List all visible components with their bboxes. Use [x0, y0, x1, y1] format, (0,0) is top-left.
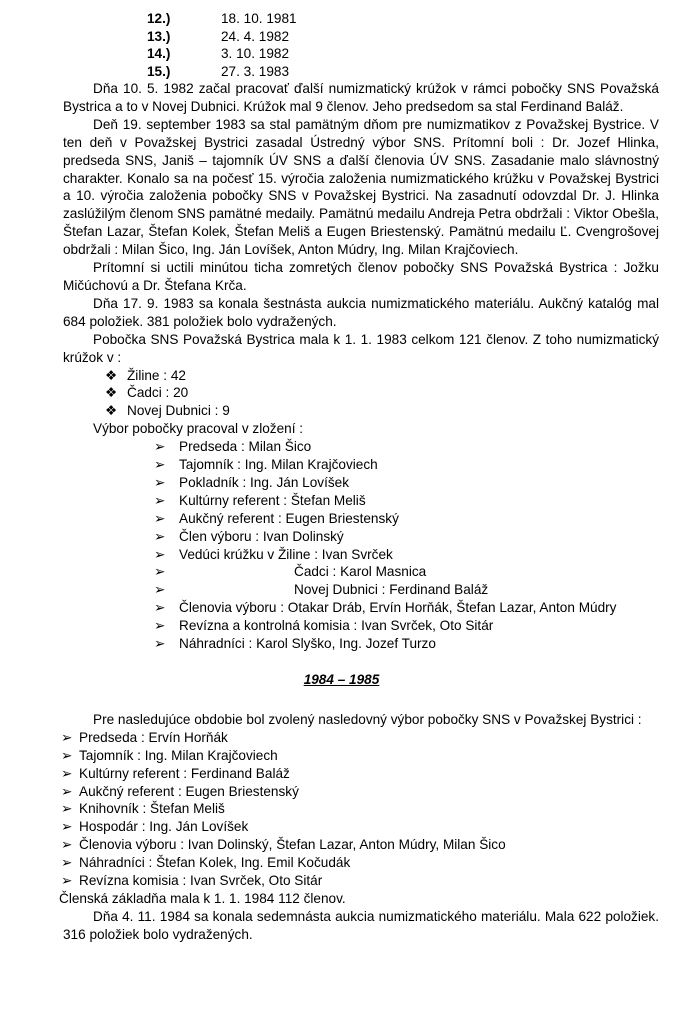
list-item-text: Členovia výboru : Ivan Dolinský, Štefan Lazar, Anton Múdry, Milan Šico [79, 837, 506, 853]
list-item [154, 617, 659, 635]
list-item-text: Členovia výboru : Otakar Dráb, Ervín Horňák, Štefan Lazar, Anton Múdry [179, 600, 617, 616]
list-item-text: Aukčný referent : Eugen Briestenský [79, 783, 299, 799]
arrow-bullet-icon: ➢ [154, 600, 166, 616]
list-item [154, 510, 659, 528]
list-item [154, 581, 659, 599]
arrow-bullet-icon: ➢ [154, 636, 166, 652]
list-item [61, 872, 683, 890]
paragraph: Dňa 17. 9. 1983 sa konala šestnásta aukcia numizmatického materiálu. Aukčný katalóg mal 684 položiek. 381 položiek bolo vydražených. [63, 295, 659, 329]
list-item [105, 384, 683, 402]
paragraph: Výbor pobočky pracoval v zložení : [93, 421, 304, 437]
diamond-bullet-icon: ❖ [105, 403, 118, 419]
list-item [61, 854, 683, 872]
section-heading: 1984 – 1985 [303, 672, 380, 687]
date-value: 24. 4. 1982 [221, 28, 290, 44]
list-item-text: Kultúrny referent : Štefan Meliš [179, 492, 366, 508]
list-item [154, 599, 659, 617]
arrow-bullet-icon: ➢ [154, 546, 166, 562]
date-value: 3. 10. 1982 [221, 46, 290, 61]
list-item-text: Náhradníci : Karol Slyško, Ing. Jozef Turzo [179, 636, 436, 652]
list-item-text: Tajomník : Ing. Milan Krajčoviech [179, 457, 378, 473]
arrow-bullet-icon: ➢ [154, 528, 166, 544]
list-item-text: Pokladník : Ing. Ján Lovíšek [179, 474, 350, 490]
list-item-text: Knihovník : Štefan Meliš [79, 801, 225, 817]
arrow-bullet-icon: ➢ [61, 801, 73, 817]
paragraph: Pre nasledujúce obdobie bol zvolený nasledovný výbor pobočky SNS v Považskej Bystrici : [93, 711, 642, 727]
arrow-bullet-icon: ➢ [154, 439, 166, 455]
arrow-bullet-icon: ➢ [154, 582, 166, 598]
text-block-1984 [63, 711, 659, 729]
list-item-text: Revízna a kontrolná komisia : Ivan Svrček, Oto Sitár [179, 618, 494, 634]
list-item [154, 528, 659, 546]
arrow-bullet-icon: ➢ [154, 457, 166, 473]
list-item [154, 635, 659, 653]
date-row [147, 28, 683, 46]
date-number: 14.) [147, 46, 171, 61]
list-item [154, 474, 659, 492]
list-item [61, 836, 683, 854]
paragraph: Členská základňa mala k 1. 1. 1984 112 členov. [59, 890, 346, 906]
list-item [105, 402, 683, 420]
list-item-text: Revízna komisia : Ivan Svrček, Oto Sitár [79, 873, 323, 889]
list-item [61, 783, 683, 801]
arrow-bullet-icon: ➢ [154, 510, 166, 526]
date-number: 12.) [147, 11, 171, 26]
list-item-text: Tajomník : Ing. Milan Krajčoviech [79, 747, 278, 763]
diamond-bullet-icon: ❖ [105, 367, 118, 383]
diamond-bullet-icon: ❖ [105, 385, 118, 401]
date-row [147, 45, 683, 63]
paragraph: Prítomní si uctili minútou ticha zomretých členov pobočky SNS Považská Bystrica : Jožku Mičúchovú a Dr. Štefana Krča. [63, 260, 659, 293]
list-item-text: Hospodár : Ing. Ján Lovíšek [79, 819, 249, 835]
list-item [61, 800, 683, 818]
text-block-committee-intro [63, 420, 659, 438]
list-item-text: Žiline : 42 [127, 367, 186, 383]
text-block-1984-end [59, 890, 659, 944]
arrow-bullet-icon: ➢ [61, 729, 73, 745]
committee-1984-list [61, 729, 683, 890]
list-item [154, 563, 659, 581]
arrow-bullet-icon: ➢ [154, 564, 166, 580]
arrow-bullet-icon: ➢ [61, 783, 73, 799]
paragraph: Dňa 10. 5. 1982 začal pracovať ďalší numizmatický krúžok v rámci pobočky SNS Považská Bystrica a to v Novej Dubnici. Krúžok mal 9 členov. Jeho predsedom sa stal Ferdinand Baláž. [63, 81, 659, 114]
date-row [147, 63, 683, 81]
committee-1983-list [154, 438, 659, 653]
list-item-text: Novej Dubnici : 9 [127, 403, 230, 419]
date-value: 18. 10. 1981 [221, 11, 297, 26]
members-by-circle-list [105, 367, 683, 421]
list-item [154, 438, 659, 456]
list-item-text: Čadci : Karol Masnica [294, 564, 427, 580]
list-item [154, 492, 659, 510]
date-list [147, 10, 683, 80]
list-item-text: Náhradníci : Štefan Kolek, Ing. Emil Kočudák [79, 855, 351, 871]
list-item [61, 818, 683, 836]
list-item-text: Aukčný referent : Eugen Briestenský [179, 510, 399, 526]
list-item [105, 367, 683, 385]
arrow-bullet-icon: ➢ [61, 873, 73, 889]
list-item-text: Predseda : Milan Šico [179, 439, 312, 455]
arrow-bullet-icon: ➢ [61, 765, 73, 781]
list-item [61, 765, 683, 783]
list-item [154, 546, 659, 564]
arrow-bullet-icon: ➢ [61, 747, 73, 763]
paragraph: Pobočka SNS Považská Bystrica mala k 1. 1. 1983 celkom 121 členov. Z toho numizmatický krúžok v : [63, 331, 659, 365]
arrow-bullet-icon: ➢ [61, 855, 73, 871]
list-item-text: Vedúci krúžku v Žiline : Ivan Svrček [179, 546, 393, 562]
date-number: 13.) [147, 28, 171, 44]
paragraph: Dňa 4. 11. 1984 sa konala sedemnásta aukcia numizmatického materiálu. Mala 622 položiek. 316 položiek bolo vydražených. [63, 908, 659, 942]
arrow-bullet-icon: ➢ [154, 618, 166, 634]
paragraph: Deň 19. september 1983 sa stal pamätným dňom pre numizmatikov z Považskej Bystrice. V ten deň v Považskej Bystrici zasadal Ústredný výbor SNS. Prítomní boli : Dr. Jozef Hlinka, predseda SNS, Janiš – tajomník ÚV SNS a ďalší členovia ÚV SNS. Zasadanie malo slávnostný charakter. Konalo sa na počesť 15. výročia založenia numizmatického krúžku v Považskej Bystrici a 10. výročia založenia pobočky SNS v Považskej Bystrici. Na zasadnutí odovzdal Dr. J. Hlinka zaslúžilým členom SNS pamätné medaily. Pamätnú medailu Andreja Petra obdržali : Viktor Obešla, Štefan Lazar, Štefan Kolek, Štefan Meliš a Eugen Briestenský. Pamätnú medailu Ľ. Cvengrošovej obdržali : Milan Šico, Ing. Ján Lovíšek, Anton Múdry, Ing. Milan Krajčoviech. [63, 116, 659, 258]
list-item [61, 747, 683, 765]
list-item [154, 456, 659, 474]
list-item-text: Kultúrny referent : Ferdinand Baláž [79, 765, 290, 781]
list-item-text: Člen výboru : Ivan Dolinský [179, 528, 344, 544]
date-number: 15.) [147, 63, 171, 79]
text-block-1983 [63, 80, 659, 367]
list-item-text: Predseda : Ervín Horňák [79, 729, 228, 745]
list-item-text: Novej Dubnici : Ferdinand Baláž [294, 582, 489, 598]
list-item-text: Čadci : 20 [127, 385, 189, 401]
arrow-bullet-icon: ➢ [154, 474, 166, 490]
date-value: 27. 3. 1983 [221, 63, 290, 79]
arrow-bullet-icon: ➢ [154, 492, 166, 508]
date-row [147, 10, 683, 28]
arrow-bullet-icon: ➢ [61, 819, 73, 835]
list-item [61, 729, 683, 747]
arrow-bullet-icon: ➢ [61, 837, 73, 853]
